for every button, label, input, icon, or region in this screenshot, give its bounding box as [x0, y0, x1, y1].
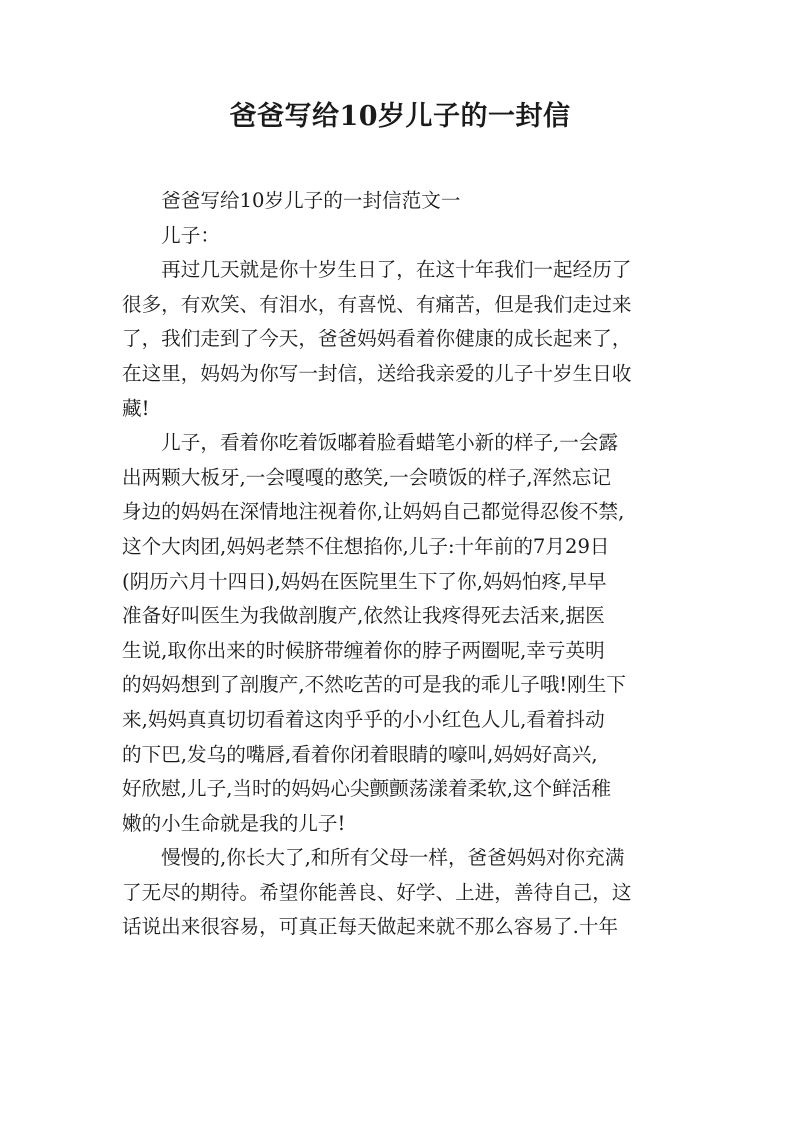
subtitle-line: 爸爸写给10岁儿子的一封信范文一 [122, 189, 461, 212]
body-line: (阴历六月十四日),妈妈在医院里生下了你,妈妈怕疼,早早 [122, 569, 607, 593]
body-line: 嫩的小生命就是我的儿子! [122, 811, 346, 835]
body-line: 来,妈妈真真切切看着这肉乎乎的小小红色人儿,看着抖动 [122, 707, 605, 731]
body-line: 儿子，看着你吃着饭嘟着脸看蜡笔小新的样子,一会露 [122, 431, 619, 455]
document-body [122, 184, 688, 945]
body-line: 藏! [122, 396, 150, 420]
body-line: 的下巴,发乌的嘴唇,看着你闭着眼睛的嚎叫,妈妈好高兴, [122, 742, 598, 766]
salutation-line: 儿子： [122, 223, 220, 247]
body-line: 准备好叫医生为我做剖腹产,依然让我疼得死去活来,据医 [122, 604, 605, 628]
body-line: 好欣慰,儿子,当时的妈妈心尖颤颤荡漾着柔软,这个鲜活稚 [122, 777, 611, 801]
body-line: 这个大肉团,妈妈老禁不住想掐你,儿子:十年前的7月29日 [122, 534, 610, 558]
body-line: 很多，有欢笑、有泪水，有喜悦、有痛苦，但是我们走过来 [122, 292, 632, 316]
body-line: 话说出来很容易，可真正每天做起来就不那么容易了.十年 [122, 915, 619, 939]
body-line: 了无尽的期待。希望你能善良、好学、上进，善待自己，这 [122, 880, 632, 904]
body-line: 身边的妈妈在深情地注视着你,让妈妈自己都觉得忍俊不禁, [122, 500, 625, 524]
body-line: 生说,取你出来的时候脐带缠着你的脖子两圈呢,幸亏英明 [122, 638, 605, 662]
body-line: 在这里，妈妈为你写一封信，送给我亲爱的儿子十岁生日收 [122, 361, 632, 385]
body-line: 出两颗大板牙,一会嘎嘎的憨笑,一会喷饭的样子,浑然忘记 [122, 465, 611, 489]
body-line: 的妈妈想到了剖腹产,不然吃苦的可是我的乖儿子哦!刚生下 [122, 673, 626, 697]
body-line: 再过几天就是你十岁生日了，在这十年我们一起经历了 [122, 258, 632, 282]
document-title: 爸爸写给10岁儿子的一封信 [229, 101, 571, 132]
body-line: 慢慢的,你长大了,和所有父母一样，爸爸妈妈对你充满 [122, 846, 625, 870]
body-line: 了，我们走到了今天，爸爸妈妈看着你健康的成长起来了， [122, 327, 632, 351]
